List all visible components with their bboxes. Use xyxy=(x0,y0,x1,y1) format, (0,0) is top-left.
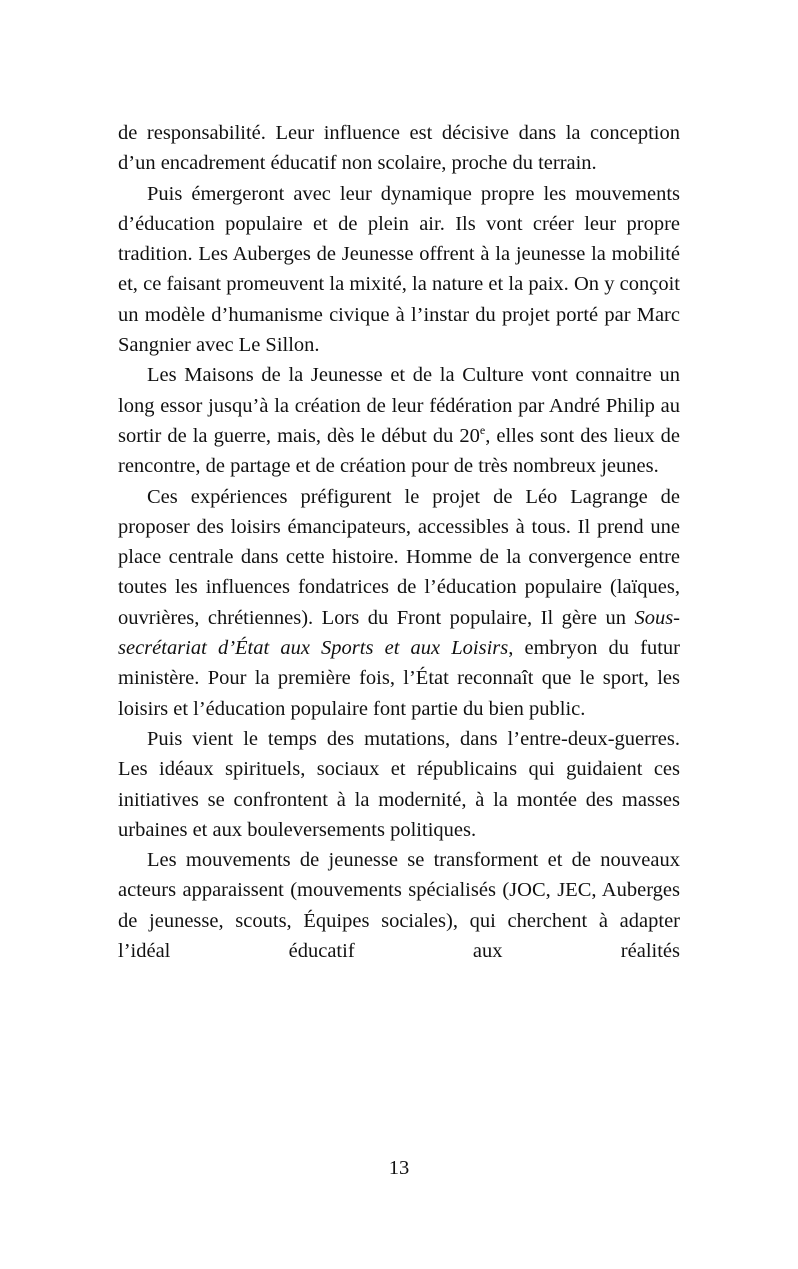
century-superscript: e xyxy=(479,422,486,437)
paragraph-1: de responsabilité. Leur influence est décisive dans la conception d’un encadrement éducatif non scolaire, proche du terrain. xyxy=(118,122,680,175)
paragraph-4-text: Ces expériences préfigurent le projet de Léo Lagrange de proposer des loisirs émancipateurs, accessibles à tous. Il prend une place centrale dans cette histoire. Homme de la convergence entre toutes les influences fondatrices de l’éducation populaire (laïques, ouvrières, chrétiennes). Lors du Front populaire, Il gère un xyxy=(118,485,680,629)
paragraph-3-text: Les Maisons de la Jeunesse et de la Culture vont connaitre un long essor jusqu’à la création de leur fédération par André Philip au sortir de la guerre, mais, dès le début du 20 xyxy=(118,364,680,447)
page-number: 13 xyxy=(388,1157,410,1179)
paragraph-5: Puis vient le temps des mutations, dans l’entre-deux-guerres. Les idéaux spirituels, sociaux et républicains qui guidaient ces initiatives se confrontent à la modernité, à la montée des masses urbaines et aux bouleversements politiques. xyxy=(118,727,680,841)
paragraph-4-text-end: , embryon du futur ministère. Pour la première fois, l’État reconnaît que le sport, les loisirs et l’éducation populaire font partie du bien public. xyxy=(118,637,680,720)
paragraph-6: Les mouvements de jeunesse se transforment et de nouveaux acteurs apparaissent (mouvements spécialisés (JOC, JEC, Auberges de jeunesse, scouts, Équipes sociales), qui cherchent à adapter l’idéal éducatif aux réalités xyxy=(118,849,680,963)
paragraph-3 xyxy=(118,360,680,481)
page-body xyxy=(118,118,680,966)
italic-title: Sous-secrétariat d’État aux Sports et aux Loisirs xyxy=(118,606,680,660)
paragraph-3-text-end: , elles sont des lieux de rencontre, de partage et de création pour de très nombreux jeunes. xyxy=(118,424,680,478)
paragraph-4 xyxy=(118,482,680,724)
paragraph-2: Puis émergeront avec leur dynamique propre les mouvements d’éducation populaire et de plein air. Ils vont créer leur propre tradition. Les Auberges de Jeunesse offrent à la jeunesse la mobilité et, ce faisant promeuvent la mixité, la nature et la paix. On y conçoit un modèle d’humanisme civique à l’instar du projet porté par Marc Sangnier avec Le Sillon. xyxy=(118,182,680,357)
